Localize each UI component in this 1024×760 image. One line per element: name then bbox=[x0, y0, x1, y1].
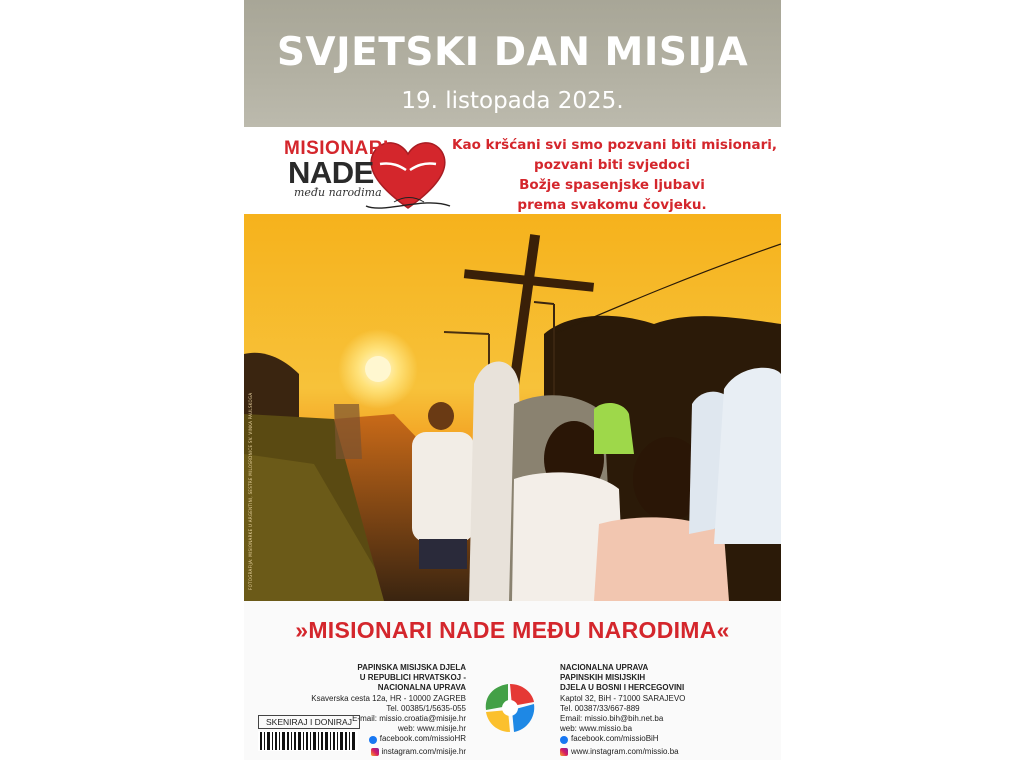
facebook-link[interactable]: facebook.com/missioBiH bbox=[571, 734, 659, 744]
org-line: DJELA U BOSNI I HERCEGOVINI bbox=[560, 683, 685, 693]
address: Kaptol 32, BiH - 71000 SARAJEVO bbox=[560, 693, 686, 703]
phone: Tel. 00387/33/667-889 bbox=[560, 703, 640, 713]
org-line: PAPINSKIH MISIJSKIH bbox=[560, 673, 646, 683]
tagline-line: Božje spasenjske ljubavi bbox=[519, 177, 705, 193]
facebook-link[interactable]: facebook.com/missioHR bbox=[379, 734, 466, 744]
motto: »MISIONARI NADE MEĐU NARODIMA« bbox=[295, 617, 730, 643]
poster bbox=[244, 0, 781, 760]
org-line: NACIONALNA UPRAVA bbox=[377, 683, 466, 693]
contact-bih bbox=[560, 663, 740, 759]
missio-emblem-icon bbox=[482, 680, 538, 736]
facebook-icon bbox=[560, 736, 568, 744]
logo-band bbox=[244, 127, 781, 214]
logo-word-nade: NADE bbox=[288, 155, 374, 190]
phone: Tel. 00385/1/5635-055 bbox=[386, 703, 466, 713]
instagram-link[interactable]: instagram.com/misije.hr bbox=[381, 746, 466, 756]
logo-word-medu-narodima: među narodima bbox=[294, 186, 382, 199]
tagline bbox=[452, 135, 777, 215]
org-line: PAPINSKA MISIJSKA DJELA bbox=[357, 663, 466, 672]
logo-word-misionari: MISIONARI bbox=[284, 138, 389, 159]
tagline-line: prema svakomu čovjeku. bbox=[517, 197, 707, 213]
header-band bbox=[244, 0, 781, 127]
web-link[interactable]: web: www.misije.hr bbox=[397, 724, 466, 734]
event-date: 19. listopada 2025. bbox=[401, 88, 624, 114]
photo-credit: FOTOGRAFIJA: MISIONARKE U ARGENTINI, SESTRE MILOSRDNICE SV. VINKA PAULSKOGA bbox=[248, 392, 253, 590]
tagline-line: pozvani biti svjedoci bbox=[534, 157, 690, 173]
instagram-link[interactable]: www.instagram.com/missio.ba bbox=[571, 746, 679, 756]
email-link[interactable]: E-mail: missio.croatia@misije.hr bbox=[352, 714, 466, 724]
web-link[interactable]: web: www.missio.ba bbox=[560, 724, 633, 734]
tagline-line: Kao kršćani svi smo pozvani biti misionari, bbox=[452, 137, 777, 153]
sunset-procession-photo bbox=[244, 214, 781, 601]
address: Ksaverska cesta 12a, HR - 10000 ZAGREB bbox=[311, 693, 466, 703]
org-line: NACIONALNA UPRAVA bbox=[560, 663, 649, 672]
org-line: U REPUBLICI HRVATSKOJ - bbox=[359, 673, 466, 683]
barcode-icon[interactable] bbox=[258, 731, 358, 751]
email-link[interactable]: Email: missio.bih@bih.net.ba bbox=[560, 714, 664, 724]
instagram-icon bbox=[371, 748, 379, 756]
misionari-nade-logo bbox=[264, 132, 454, 212]
facebook-icon bbox=[369, 736, 377, 744]
page-title: SVJETSKI DAN MISIJA bbox=[276, 30, 749, 75]
scan-donate-label: SKENIRAJ I DONIRAJ bbox=[258, 715, 360, 729]
instagram-icon bbox=[560, 748, 568, 756]
